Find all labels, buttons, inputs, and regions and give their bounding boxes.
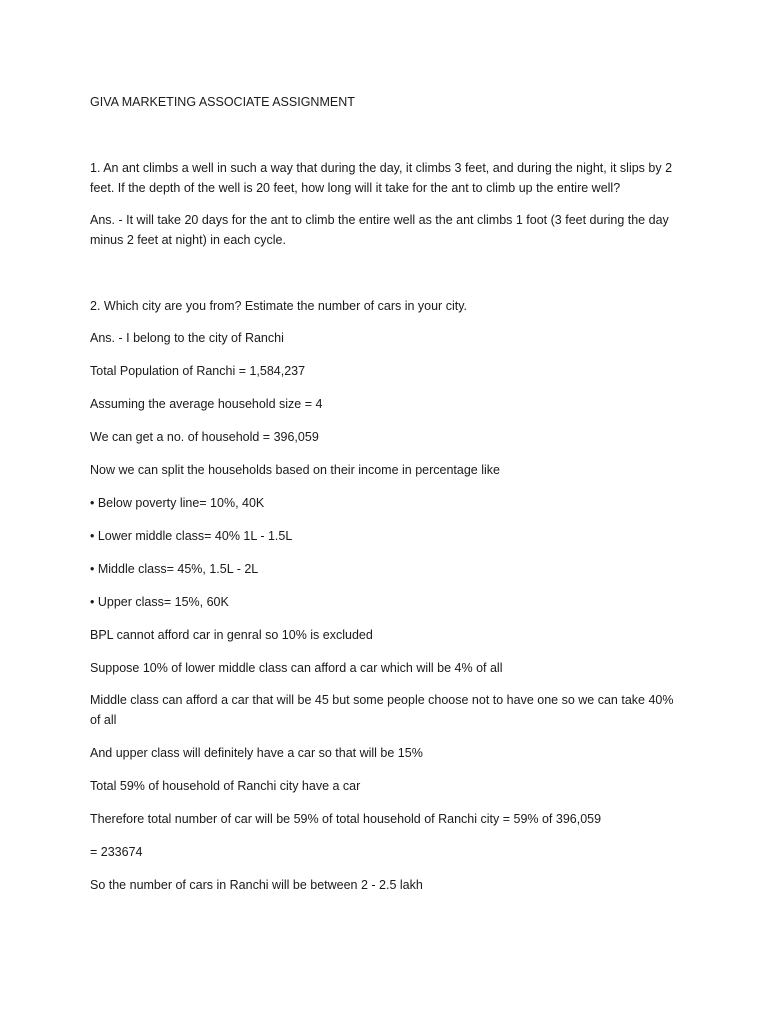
upper-note: And upper class will definitely have a car so that will be 15% (90, 746, 423, 760)
households-line: We can get a no. of household = 396,059 (90, 430, 319, 444)
middle-note: Middle class can afford a car that will be 45 but some people choose not to have one so we can take 40% of all (90, 693, 674, 727)
document-title: GIVA MARKETING ASSOCIATE ASSIGNMENT (90, 95, 355, 109)
lower-middle-note: Suppose 10% of lower middle class can afford a car which will be 4% of all (90, 661, 503, 675)
result-line: = 233674 (90, 845, 143, 859)
total-calc-line: Therefore total number of car will be 59% of total household of Ranchi city = 59% of 396,059 (90, 812, 602, 826)
bullet-bpl: • Below poverty line= 10%, 40K (90, 496, 265, 510)
bpl-note: BPL cannot afford car in genral so 10% is excluded (90, 628, 373, 642)
population-line: Total Population of Ranchi = 1,584,237 (90, 364, 306, 378)
question-1: 1. An ant climbs a well in such a way that during the day, it climbs 3 feet, and during the night, it slips by 2 feet. If the depth of the well is 20 feet, how long will it take for the ant to climb up the entire well? (90, 161, 673, 195)
total-percent-line: Total 59% of household of Ranchi city have a car (90, 779, 361, 793)
split-intro-line: Now we can split the households based on their income in percentage like (90, 463, 500, 477)
bullet-middle: • Middle class= 45%, 1.5L - 2L (90, 562, 259, 576)
answer-1: Ans. - It will take 20 days for the ant to climb the entire well as the ant climbs 1 foot (3 feet during the day minus 2 feet at night) in each cycle. (90, 213, 669, 247)
answer-2: Ans. - I belong to the city of Ranchi (90, 331, 284, 345)
bullet-lower-middle: • Lower middle class= 40% 1L - 1.5L (90, 529, 293, 543)
bullet-upper: • Upper class= 15%, 60K (90, 595, 229, 609)
household-size-line: Assuming the average household size = 4 (90, 397, 323, 411)
conclusion-line: So the number of cars in Ranchi will be between 2 - 2.5 lakh (90, 878, 423, 892)
question-2: 2. Which city are you from? Estimate the number of cars in your city. (90, 299, 467, 313)
